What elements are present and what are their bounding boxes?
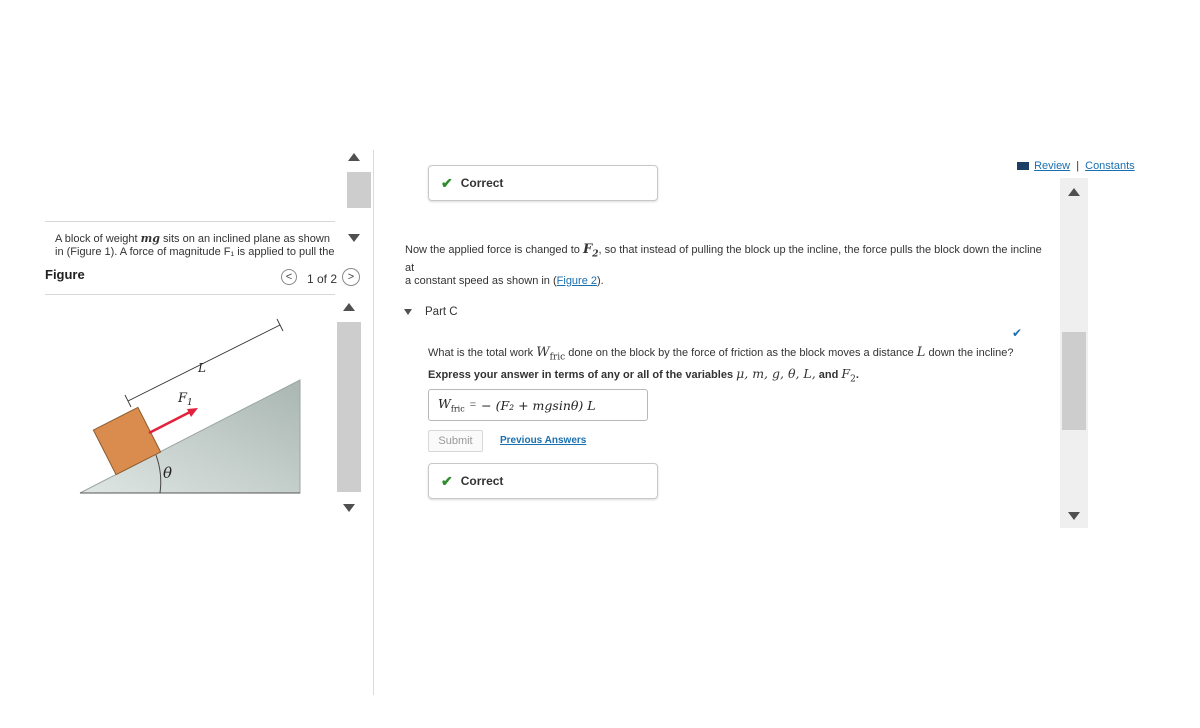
figure-scroll-thumb[interactable] (337, 322, 361, 492)
theta-label: θ (163, 464, 173, 482)
caret-down-icon (404, 309, 412, 315)
checkmark-icon: ✔ (441, 174, 453, 191)
answer-instructions (428, 367, 1028, 387)
scroll-down-icon[interactable] (348, 234, 360, 242)
instruction-text: Express your answer in terms of any or all of the variables (428, 369, 734, 381)
scenario-text-part: ). (597, 274, 604, 287)
intro-text-line2: in (Figure 1). A force of magnitude F₁ is applied to pull the (55, 246, 335, 258)
prev-figure-button[interactable] (281, 269, 297, 285)
chevron-left-icon: < (285, 271, 293, 283)
answer-display (428, 389, 648, 421)
feedback-label: Correct (460, 176, 504, 190)
figure-divider (45, 294, 335, 295)
scroll-up-icon[interactable] (1068, 188, 1080, 196)
variables-list: μ, m, g, θ, L, (736, 366, 816, 381)
length-label: L (198, 361, 206, 375)
problem-intro (55, 232, 335, 258)
scenario-text-part: , so that instead of pulling the block up the incline, the force pulls the block down the incline at (405, 244, 1042, 274)
book-icon (1017, 162, 1029, 170)
l-symbol: L (916, 345, 926, 360)
review-link[interactable]: Review (1034, 160, 1071, 172)
question-text (428, 346, 1028, 365)
scroll-down-icon[interactable] (343, 504, 355, 512)
scroll-down-icon[interactable] (1068, 512, 1080, 520)
constants-link[interactable]: Constants (1085, 160, 1135, 172)
intro-text-part: A block of weight (55, 233, 138, 245)
figure-title: Figure (45, 267, 85, 282)
f2-symbol: $F_2$ (582, 242, 599, 260)
figure-scrollbar[interactable] (336, 300, 364, 522)
part-c-toggle[interactable] (404, 304, 484, 320)
intro-divider (45, 221, 335, 222)
feedback-label: Correct (460, 474, 504, 488)
previous-answers-link[interactable]: Previous Answers (500, 435, 587, 446)
wfric-symbol: $W_{fric}$ (536, 345, 566, 363)
intro-mg: mg (140, 232, 160, 245)
checkmark-icon: ✔ (441, 472, 453, 489)
answer-variable: $W_{fric}$ (438, 396, 465, 414)
instruction-text: and (818, 369, 839, 381)
force-label: $F_1$ (178, 391, 193, 408)
intro-text-part: sits on an inclined plane as shown (163, 233, 330, 245)
part-c-feedback (428, 463, 658, 499)
force-arrow (149, 412, 190, 433)
submit-button[interactable]: Submit (428, 430, 483, 452)
scenario-text-part: a constant speed as shown in ( (405, 274, 557, 287)
question-text-part: What is the total work (428, 347, 534, 359)
answer-expression: − (F₂ + mgsinθ) L (481, 397, 596, 413)
intro-scroll-thumb[interactable] (347, 172, 371, 208)
figure-2-link[interactable]: Figure 2 (556, 274, 598, 287)
equals-sign: = (469, 399, 477, 411)
question-text-part: down the incline? (928, 347, 1014, 359)
f2-symbol: $F_2$ (841, 366, 856, 385)
review-constants-links (1017, 160, 1135, 172)
chevron-right-icon: > (347, 271, 355, 283)
dimension-tick-right (277, 319, 283, 331)
next-figure-button[interactable] (342, 268, 360, 286)
scenario-text-part: Now the applied force is changed to (405, 244, 580, 256)
figure-page-indicator: 1 of 2 (307, 272, 338, 286)
part-complete-check-icon: ✔ (1012, 326, 1023, 340)
question-text-part: done on the block by the force of friction as the block moves a distance (568, 347, 914, 359)
incline-figure (70, 315, 310, 505)
intro-scrollbar[interactable] (344, 148, 374, 248)
scroll-up-icon[interactable] (348, 153, 360, 161)
dimension-tick-left (125, 395, 131, 407)
part-label: Part C (425, 306, 458, 318)
main-scrollbar[interactable] (1060, 178, 1088, 528)
scenario-text (405, 243, 1045, 288)
main-scroll-thumb[interactable] (1062, 332, 1086, 430)
link-separator: | (1076, 160, 1080, 172)
panel-divider[interactable] (373, 150, 374, 695)
instruction-text: . (855, 369, 859, 381)
previous-part-feedback (428, 165, 658, 201)
scroll-up-icon[interactable] (343, 303, 355, 311)
